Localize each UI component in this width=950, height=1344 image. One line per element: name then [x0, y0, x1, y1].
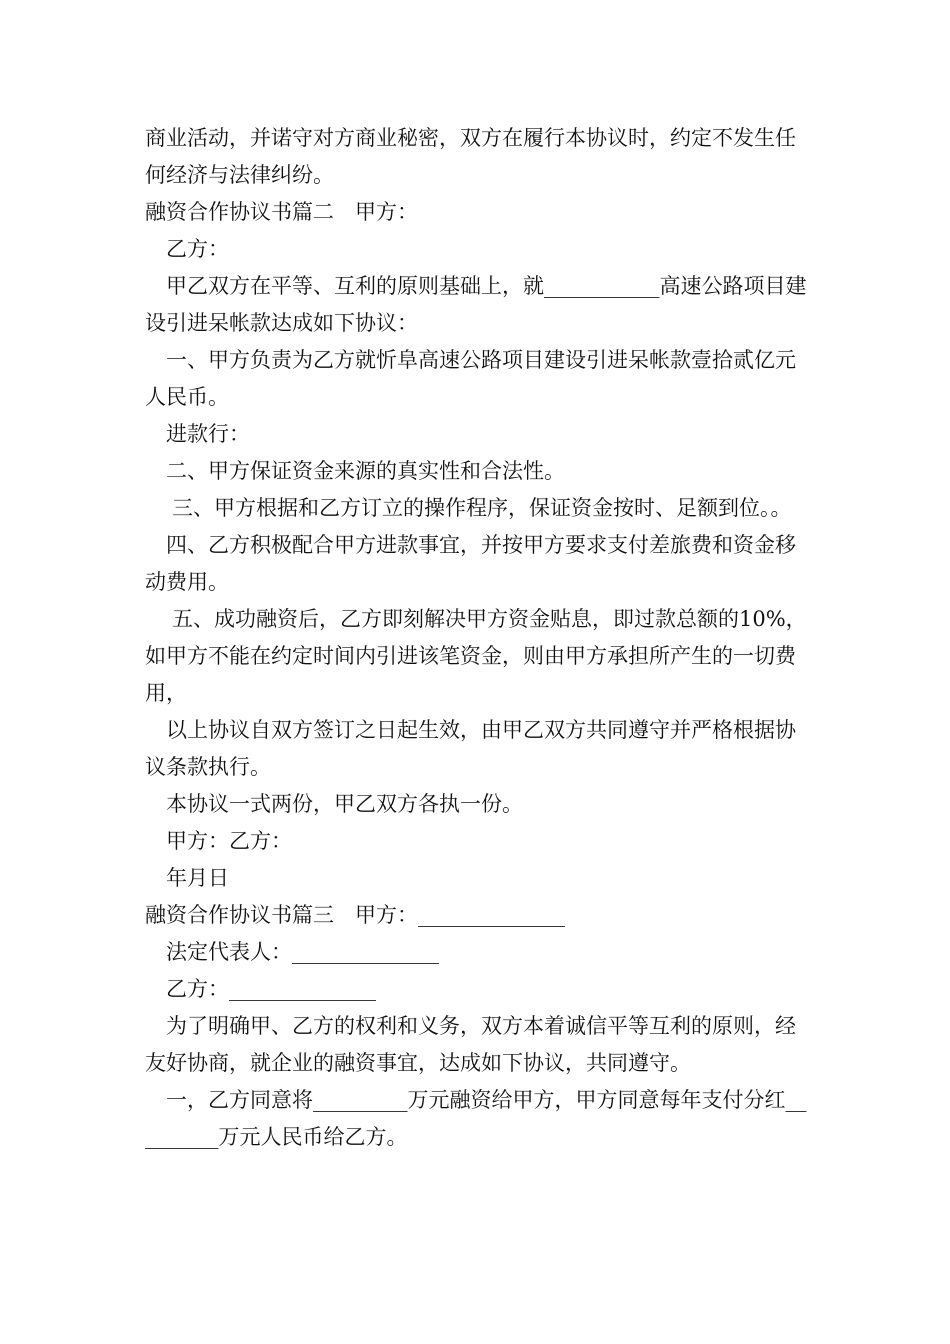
receiving-bank-label: 进款行：	[166, 422, 250, 446]
purpose-paragraph: 为了明确甲、乙方的权利和义务，双方本着诚信平等互利的原则，经友好协商，就企业的融资事宜，达成如下协议，共同遵守。	[145, 1014, 796, 1075]
party-b-label: 乙方：	[166, 237, 229, 261]
clause-1: 一、甲方负责为乙方就忻阜高速公路项目建设引进呆帐款壹拾贰亿元人民币。	[145, 348, 796, 409]
clause-4: 四、乙方积极配合甲方进款事宜，并按甲方要求支付差旅费和资金移动费用。	[145, 533, 796, 594]
party-b-field: 乙方：______________	[166, 977, 376, 1001]
effective-clause: 以上协议自双方签订之日起生效，由甲乙双方共同遵守并严格根据协议条款执行。	[145, 718, 796, 779]
clause-3: 三、甲方根据和乙方订立的操作程序，保证资金按时、足额到位。。	[172, 496, 792, 520]
signature-parties: 甲方：乙方：	[166, 829, 292, 853]
signature-date: 年月日	[166, 866, 229, 890]
clause-5: 五、成功融资后，乙方即刻解决甲方资金贴息，即过款总额的10%，如甲方不能在约定时间内引进该笔资金，则由甲方承担所产生的一切费用，	[145, 607, 807, 705]
section-heading-part-two: 融资合作协议书篇二 甲方：	[145, 200, 418, 224]
legal-representative-field: 法定代表人：______________	[166, 940, 439, 964]
paragraph-continuation: 商业活动，并诺守对方商业秘密，双方在履行本协议时，约定不发生任何经济与法律纠纷。	[145, 126, 796, 187]
section-heading-part-three: 融资合作协议书篇三 甲方：______________	[145, 903, 565, 927]
document-body	[145, 120, 815, 1156]
clause-2: 二、甲方保证资金来源的真实性和合法性。	[166, 459, 565, 483]
agreement-intro: 甲乙双方在平等、互利的原则基础上，就___________高速公路项目建设引进呆帐款达成如下协议：	[145, 274, 807, 335]
copies-clause: 本协议一式两份，甲乙双方各执一份。	[166, 792, 523, 816]
clause-financing-amount: 一，乙方同意将_________万元融资给甲方，甲方同意每年支付分红_________万元人民币给乙方。	[145, 1088, 807, 1149]
